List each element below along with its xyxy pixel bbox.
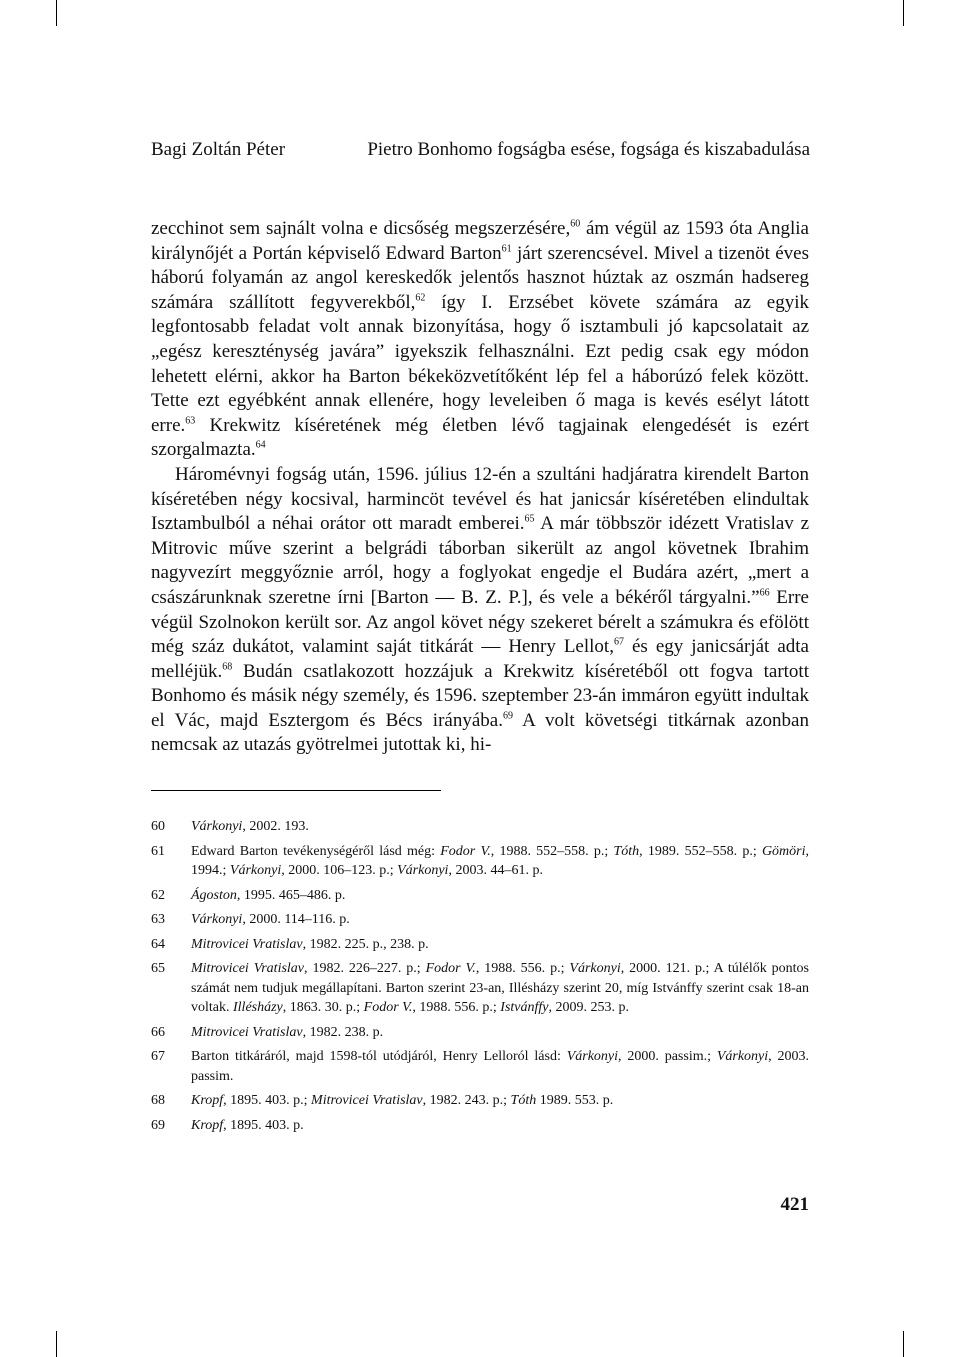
footnote-number: 69 bbox=[151, 1117, 165, 1133]
citation-text: , 2000. passim.; bbox=[618, 1049, 717, 1064]
citation-author: Fodor V. bbox=[425, 961, 476, 976]
footnote-text bbox=[191, 886, 809, 906]
citation-author: Illésházy bbox=[233, 1000, 283, 1015]
footnote-ref[interactable]: 64 bbox=[255, 440, 266, 452]
citation-text: , 1988. 556. p.; bbox=[475, 961, 570, 976]
text-run: így I. Erzsébet követe számára az egyik legfontosabb feladat volt annak bizonyítása, hogy ő isztambuli jó kapcsolatait az „egész kereszténység javára” igyekszik felhasználni. Ezt pedig csak egy módon lehetett elérni, akkor ha Barton békeközvetítőként lép fel a háborúzó felek között. Tette ezt egyébként annak ellenére, hogy leveleiben ő maga is kevés esélyt látott erre. bbox=[151, 291, 809, 436]
body-text bbox=[151, 217, 809, 758]
text-run: Háromévnyi fogság után, 1596. július 12-én a szultáni hadjáratra kirendelt Barton kíséretében négy kocsival, harmincöt tevével és hat janicsár kíséretében elindultak Isztambulból a néhai orátor ott maradt emberei. bbox=[151, 463, 809, 535]
footnote-number: 62 bbox=[151, 887, 165, 903]
footnote-ref[interactable]: 60 bbox=[570, 218, 581, 230]
running-header bbox=[151, 138, 810, 162]
citation-author: Mitrovicei Vratislav bbox=[191, 1024, 303, 1040]
footnote-number: 65 bbox=[151, 961, 165, 976]
citation-author: Várkonyi bbox=[716, 1049, 769, 1064]
crop-mark bbox=[903, 1331, 904, 1357]
footnote-text bbox=[191, 817, 809, 837]
citation-author: Gömöri bbox=[761, 843, 806, 859]
footnote-ref[interactable]: 67 bbox=[613, 636, 624, 648]
footnote-item bbox=[151, 935, 809, 955]
citation-text: 1989. 553. p. bbox=[536, 1093, 614, 1108]
footnote-text bbox=[191, 1023, 809, 1043]
footnote-ref[interactable]: 68 bbox=[222, 661, 233, 673]
footnote-ref[interactable]: 63 bbox=[185, 415, 196, 427]
citation-author: Várkonyi bbox=[191, 819, 243, 834]
citation-author: Tóth bbox=[510, 1093, 537, 1108]
citation-author: Istvánffy bbox=[500, 1000, 549, 1015]
footnote-text bbox=[191, 959, 809, 1018]
citation-text: , 2009. 253. p. bbox=[548, 1000, 630, 1015]
footnote-rule bbox=[151, 790, 441, 791]
citation-text: , 1895. 403. p. bbox=[223, 1117, 304, 1133]
citation-author: Fodor V. bbox=[363, 1000, 413, 1015]
footnote-number: 64 bbox=[151, 936, 165, 952]
citation-author: Mitrovicei Vratislav bbox=[191, 961, 305, 976]
citation-author: Várkonyi bbox=[191, 912, 243, 927]
citation-text: , 1982. 243. p.; bbox=[422, 1093, 511, 1108]
footnote-ref[interactable]: 66 bbox=[759, 587, 770, 599]
text-run: A már többször idézett Vratislav z Mitrovic műve szerint a belgrádi táborban sikerült az angol követnek Ibrahim nagyvezírt meggyőznie arról, hogy a foglyokat engedje el Budára azért, „mert a császárunknak szeretne írni [Barton — B. Z. P.], és vele a békéről tárgyalni.” bbox=[151, 513, 809, 608]
footnote-ref[interactable]: 61 bbox=[501, 243, 512, 255]
citation-text: , 1995. 465–486. p. bbox=[236, 887, 346, 903]
citation-text: , 1994.; bbox=[191, 843, 809, 878]
footnote-number: 61 bbox=[151, 843, 165, 859]
citation-text: , 1895. 403. p.; bbox=[223, 1093, 312, 1108]
footnote-item bbox=[151, 959, 809, 1018]
footnote-item bbox=[151, 910, 809, 930]
citation-text: , 1982. 238. p. bbox=[302, 1024, 384, 1040]
footnote-text bbox=[191, 910, 809, 930]
footnote-text bbox=[191, 1047, 809, 1086]
text-run: ám végül az 1593 óta Anglia királynőjét a Portán képviselő Edward Barton bbox=[151, 218, 809, 264]
header-title: Pietro Bonhomo fogságba esése, fogsága és kiszabadulása bbox=[367, 139, 810, 160]
paragraph-2 bbox=[151, 463, 809, 758]
footnote-ref[interactable]: 65 bbox=[524, 513, 535, 525]
citation-text: , 2000. 121. p.; A túlélők pontos számát nem tudjuk megállapítani. Barton szerint 23-an, Illésházy szerint 20, míg Istvánffy szerint csak 18-an voltak. bbox=[191, 961, 809, 1015]
text-run: Erre végül Szolnokon került sor. Az angol követ négy szekeret bérelt a számukra és efölött még száz dukátot, valamint saját titkárát — Henry Lellot, bbox=[151, 586, 809, 658]
citation-author: Kropf bbox=[191, 1093, 224, 1108]
citation-author: Kropf bbox=[191, 1117, 224, 1133]
citation-text: , 2003. passim. bbox=[191, 1049, 810, 1084]
footnote-text bbox=[191, 842, 809, 881]
text-run: járt szerencsével. Mivel a tizenöt éves háború folyamán az angol kereskedők jelentős hasznot húztak az oszmán hadsereg számára szállított fegyverekből, bbox=[151, 242, 810, 313]
text-run: zecchinot sem sajnált volna e dicsőség megszerzésére, bbox=[151, 218, 571, 239]
citation-author: Várkonyi bbox=[569, 961, 621, 976]
footnote-item bbox=[151, 842, 809, 881]
crop-mark bbox=[903, 0, 904, 26]
footnote-text bbox=[191, 1091, 809, 1111]
citation-author: Várkonyi bbox=[229, 863, 282, 878]
citation-text: , 1989. 552–558. p.; bbox=[639, 843, 762, 859]
header-author: Bagi Zoltán Péter bbox=[151, 139, 286, 160]
footnote-item bbox=[151, 1047, 809, 1086]
citation-text: Barton titkáráról, majd 1598-tól utódjáról, Henry Lelloról lásd: bbox=[191, 1049, 567, 1064]
citation-text: , 1982. 225. p., 238. p. bbox=[302, 936, 429, 952]
crop-mark bbox=[56, 1331, 57, 1357]
citation-text: , 1982. 226–227. p.; bbox=[304, 961, 426, 976]
footnote-ref[interactable]: 69 bbox=[502, 710, 513, 722]
citation-author: Mitrovicei Vratislav bbox=[311, 1093, 423, 1108]
citation-text: , 1988. 552–558. p.; bbox=[490, 843, 614, 859]
footnote-item bbox=[151, 817, 809, 837]
citation-text: , 2002. 193. bbox=[242, 819, 309, 834]
citation-author: Ágoston bbox=[191, 887, 237, 903]
crop-mark bbox=[56, 0, 57, 26]
citation-text: , 2000. 114–116. p. bbox=[242, 912, 350, 927]
citation-author: Fodor V. bbox=[440, 843, 491, 859]
footnote-text bbox=[191, 935, 809, 955]
citation-text: , 1988. 556. p.; bbox=[412, 1000, 501, 1015]
paragraph-1 bbox=[151, 217, 809, 463]
citation-text: , 2000. 106–123. p.; bbox=[281, 863, 398, 878]
citation-author: Várkonyi bbox=[397, 863, 449, 878]
footnotes bbox=[151, 817, 809, 1140]
footnote-number: 63 bbox=[151, 912, 165, 927]
footnote-number: 60 bbox=[151, 819, 165, 834]
text-run: Krekwitz kíséretének még életben lévő tagjainak elengedését is ezért szorgalmazta. bbox=[151, 414, 809, 461]
text-run: A volt követségi titkárnak azonban nemcsak az utazás gyötrelmei jutottak ki, hi- bbox=[151, 709, 809, 756]
text-run: és egy janicsárját adta melléjük. bbox=[151, 636, 809, 682]
citation-author: Várkonyi bbox=[566, 1049, 619, 1064]
footnote-item bbox=[151, 1116, 809, 1136]
footnote-item bbox=[151, 1091, 809, 1111]
citation-author: Mitrovicei Vratislav bbox=[191, 936, 303, 952]
citation-text: , 1863. 30. p.; bbox=[282, 1000, 364, 1015]
footnote-number: 68 bbox=[151, 1093, 165, 1108]
text-run: Budán csatlakozott hozzájuk a Krekwitz kíséretéből ott fogva tartott Bonhomo és másik négy személy, és 1596. szeptember 23-án immáron együtt indultak el Vác, majd Esztergom és Bécs irányába. bbox=[151, 660, 809, 731]
footnote-number: 67 bbox=[151, 1049, 165, 1064]
citation-text: , 2003. 44–61. p. bbox=[448, 863, 543, 878]
page-number: 421 bbox=[780, 1194, 809, 1215]
footnote-item bbox=[151, 1023, 809, 1043]
footnote-ref[interactable]: 62 bbox=[415, 292, 426, 304]
footnote-text bbox=[191, 1116, 809, 1136]
footnote-number: 66 bbox=[151, 1024, 165, 1040]
citation-author: Tóth bbox=[613, 843, 640, 859]
citation-text: Edward Barton tevékenységéről lásd még: bbox=[191, 843, 441, 859]
footnote-item bbox=[151, 886, 809, 906]
